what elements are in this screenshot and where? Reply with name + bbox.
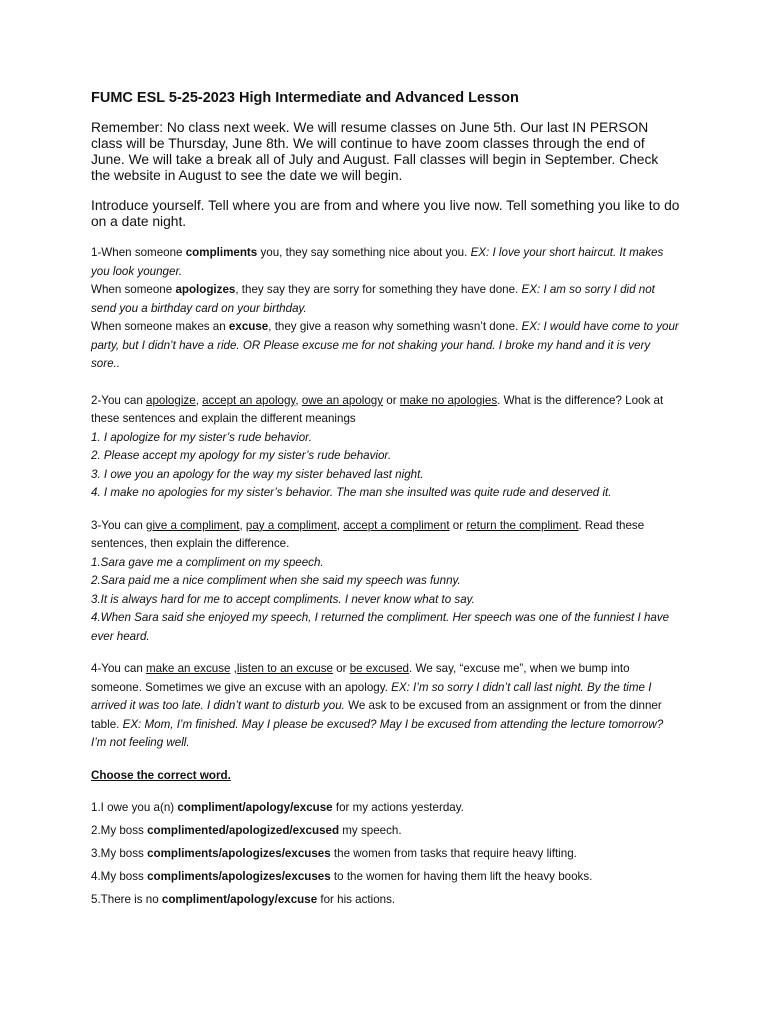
spacer — [91, 646, 681, 660]
list-item: 1. I apologize for my sister’s rude behavior. — [91, 430, 312, 444]
document-body — [91, 90, 681, 914]
list-item: 2.Sara paid me a nice compliment when she said my speech was funny. — [91, 574, 461, 588]
spacer — [91, 374, 681, 392]
list-item: 4.When Sara said she enjoyed my speech, I returned the compliment. Her speech was one of the funniest I have ever heard. — [91, 611, 670, 643]
section-4: 4-You can make an excuse ,listen to an excuse or be excused. We say, “excuse me”, when we bump into someone. Sometimes we give an excuse with an apology. EX: I’m so sorry I didn’t call last night. By the time I arrived it was too late. I didn’t want to disturb you. We ask to be excused from an assignment or from the dinner table. EX: Mom, I’m finished. May I please be excused? May I be excused from attending the lecture tomorrow? I’m not feeling well. — [91, 662, 664, 750]
question-item: 2.My boss complimented/apologized/excused my speech. — [91, 823, 402, 837]
list-item: 3.It is always hard for me to accept compliments. I never know what to say. — [91, 592, 475, 606]
question-item: 1.I owe you a(n) compliment/apology/excuse for my actions yesterday. — [91, 800, 464, 814]
list-item: 3. I owe you an apology for the way my sister behaved last night. — [91, 467, 424, 481]
list-item: 1.Sara gave me a compliment on my speech. — [91, 555, 324, 569]
list-item: 2. Please accept my apology for my sister’s rude behavior. — [91, 449, 392, 463]
introduce-paragraph: Introduce yourself. Tell where you are from and where you live now. Tell something you like to do on a date night. — [91, 198, 680, 230]
section-2: 2-You can apologize, accept an apology, owe an apology or make no apologies. What is the difference? Look at these sentences and explain the different meanings 1. I apologize for my sister’s rude behavior. 2. Please accept my apology for my sister’s rude behavior. 3. I owe you an apology for the way my sister behaved last night. 4. I make no apologies for my sister’s behavior. The man she insulted was quite rude and deserved it. — [91, 393, 664, 500]
section-1: 1-When someone compliments you, they say something nice about you. EX: I love your short haircut. It makes you look younger. When someone apologizes, they say they are sorry for something they have done. EX: I am so sorry I did not send you a birthday card on your birthday. When someone makes an excuse, they give a reason why something wasn’t done. EX: I would have come to your party, but I didn’t have a ride. OR Please excuse me for not shaking your hand. I broke my hand and it is very sore.. — [91, 246, 679, 371]
spacer — [91, 503, 681, 517]
question-item: 4.My boss compliments/apologizes/excuses to the women for having them lift the heavy books. — [91, 869, 593, 883]
list-item: 4. I make no apologies for my sister’s behavior. The man she insulted was quite rude and deserved it. — [91, 486, 612, 500]
choose-heading: Choose the correct word. — [91, 768, 231, 782]
question-item: 3.My boss compliments/apologizes/excuses the women from tasks that require heavy lifting. — [91, 846, 577, 860]
reminder-paragraph: Remember: No class next week. We will resume classes on June 5th. Our last IN PERSON class will be Thursday, June 8th. We will continue to have zoom classes through the end of June. We will take a break all of July and August. Fall classes will begin in September. Check the website in August to see the date we will begin. — [91, 120, 659, 184]
section-3: 3-You can give a compliment, pay a compliment, accept a compliment or return the compliment. Read these sentences, then explain the difference. 1.Sara gave me a compliment on my speech. 2.Sara paid me a nice compliment when she said my speech was funny. 3.It is always hard for me to accept compliments. I never know what to say. 4.When Sara said she enjoyed my speech, I returned the compliment. Her speech was one of the funniest I have ever heard. — [91, 518, 670, 643]
page-title: FUMC ESL 5-25-2023 High Intermediate and Advanced Lesson — [91, 90, 519, 106]
question-item: 5.There is no compliment/apology/excuse for his actions. — [91, 892, 396, 906]
